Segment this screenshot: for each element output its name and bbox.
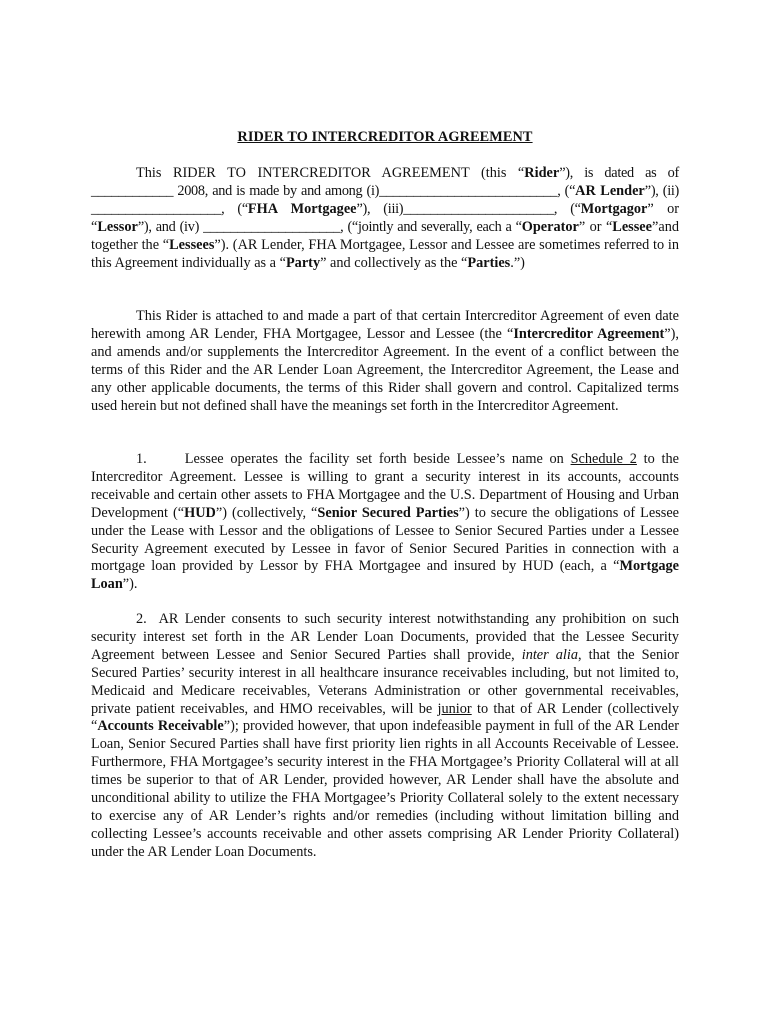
text-run: ”), and amends and/or supplements the Intercreditor Agreement. In the event of a conflict between the terms of this Rider and the AR Lender Loan Agreement, the Intercreditor Agreement, the Lease and any other applicable documents, the terms of this Rider shall govern and control. Capitalized terms used herein but not defined shall have the meanings set forth in the Intercreditor Agreement. [91,325,679,414]
text-run: ”). [122,576,138,593]
text-run: This RIDER TO INTERCREDITOR AGREEMENT (this “ [136,165,525,181]
text-run: , that the Senior Secured Parties’ security interest in all healthcare insurance receivables including, but not limited to, Medicaid and Medicare receivables, Veterans Administration or other governmental receivables, private patient receivables, and HMO receivables, will be [91,646,680,717]
text-run: ”), and (iv) ____________________, (“jointly and severally, each a “ [137,218,522,235]
text-run: .”) [510,254,525,271]
text-run: ”). (AR Lender, FHA Mortgagee, Lessor and Lessee are sometimes referred to in this Agreement individually as a “ [91,236,679,271]
underlined-term-junior: junior [437,700,472,717]
defined-term-fha-mortgagee: FHA Mortgagee [247,200,357,217]
section-number: 1. [136,451,147,467]
text-run: ”and together the “ [91,218,679,253]
text-run: ”), (iii)______________________, (“ [356,200,581,217]
defined-term-rider: Rider [524,165,560,181]
text-run: ”); provided however, that upon indefeasible payment in full of the AR Lender Loan, Senior Secured Parties shall have first priority lien rights in all Accounts Receivable of Lessee. Furthermore, FHA Mortgagee’s security interest in the FHA Mortgagee’s Priority Collateral will at all times be superior to that of AR Lender, provided however, AR Lender shall have the absolute and unconditional ability to utilize the FHA Mortgagee’s Priority Collateral solely to the extent necessary to exercise any of AR Lender’s rights and/or remedies (including without limitation billing and collecting Lessee’s accounts receivable and other assets comprising AR Lender Priority Collateral) under the AR Lender Loan Documents. [91,718,679,860]
defined-term-ar-lender: AR Lender [575,182,645,199]
defined-term-parties: Parties [467,254,511,271]
schedule-reference: Schedule 2 [570,451,637,467]
paragraph-section-1 [91,451,679,594]
defined-term-party: Party [285,254,321,271]
latin-phrase: inter alia [521,646,579,663]
defined-term-intercreditor-agreement: Intercreditor Agreement [513,325,665,342]
defined-term-mortgagor: Mortgagor [580,200,648,217]
text-run: ” or “ [91,200,679,235]
defined-term-operator: Operator [521,218,579,235]
paragraph-section-2 [91,611,679,862]
text-run: ” or “ [578,218,613,235]
text-run: ”) (collectively, “ [215,504,318,521]
defined-term-mortgage-loan: Mortgage Loan [91,558,679,593]
defined-term-senior-secured-parties: Senior Secured Parties [317,504,459,521]
text-run: to that of AR Lender (collectively “ [91,700,679,735]
text-run: Lessee operates the facility set forth beside Lessee’s name on [184,451,571,467]
section-number: 2. [136,611,147,627]
defined-term-lessees: Lessees [169,236,215,253]
text-run: ”), is dated as of ____________ 2008, and is made by and among (i)__________________________, (“ [91,165,679,199]
text-run: This Rider is attached to and made a part of that certain Intercreditor Agreement of even date herewith among AR Lender, FHA Mortgagee, Lessor and Lessee (the “ [91,308,679,342]
defined-term-lessee: Lessee [612,218,652,235]
defined-term-accounts-receivable: Accounts Receivable [97,718,224,735]
text-run: to the Intercreditor Agreement. Lessee is willing to grant a security interest in its accounts, accounts receivable and certain other assets to FHA Mortgagee and the U.S. Department of Housing and Urban Development (“ [91,451,679,521]
text-run: ”) to secure the obligations of Lessee under the Lease with Lessor and the obligations of Lessee to Senior Secured Parties under a Lessee Security Agreement executed by Lessee in favor of Senior Secured Parities in connection with a mortgage loan provided by Lessor by FHA Mortgagee and insured by HUD (each, a “ [91,504,680,575]
defined-term-hud: HUD [184,504,216,521]
text-run: ” and collectively as the “ [320,254,468,271]
text-run: ”), (ii) ___________________, (“ [91,182,680,217]
paragraph-recital [91,308,679,415]
document-title: RIDER TO INTERCREDITOR AGREEMENT [237,129,533,145]
text-run: AR Lender consents to such security interest notwithstanding any prohibition on such security interest set forth in the AR Lender Loan Documents, provided that the Lessee Security Agreement between Lessee and Senior Secured Parties shall provide, [91,611,679,663]
defined-term-lessor: Lessor [97,218,138,235]
paragraph-preamble [91,165,679,272]
